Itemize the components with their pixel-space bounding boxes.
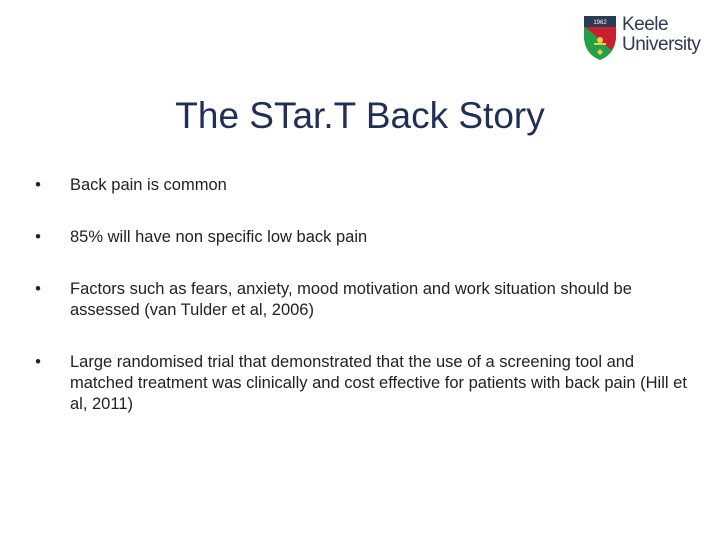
- shield-year: 1962: [593, 20, 607, 26]
- bullet-item: [32, 175, 692, 196]
- bullet-list: [32, 175, 692, 415]
- keele-shield-icon: [582, 14, 618, 62]
- bullet-dot: •: [35, 228, 41, 246]
- bullet-text: 85% will have non specific low back pain: [70, 228, 368, 246]
- logo-name-line2: University: [622, 34, 701, 55]
- bullet-dot: •: [35, 280, 41, 298]
- logo-wordmark: [622, 15, 700, 55]
- keele-university-logo: [582, 14, 706, 64]
- bullet-dot: •: [35, 353, 41, 371]
- bullet-text: Factors such as fears, anxiety, mood motivation and work situation should be assessed (van Tulder et al, 2006): [70, 280, 632, 319]
- bullet-item: [32, 227, 692, 248]
- bullet-text: Large randomised trial that demonstrated that the use of a screening tool and matched treatment was clinically and cost effective for patients with back pain (Hill et al, 2011): [70, 353, 687, 413]
- slide-title: The STar.T Back Story: [175, 95, 545, 136]
- bullet-dot: •: [35, 176, 41, 194]
- bullet-item: [32, 279, 692, 321]
- bullet-text: Back pain is common: [70, 176, 227, 194]
- bullet-item: [32, 352, 692, 415]
- logo-name-line1: Keele: [622, 14, 669, 35]
